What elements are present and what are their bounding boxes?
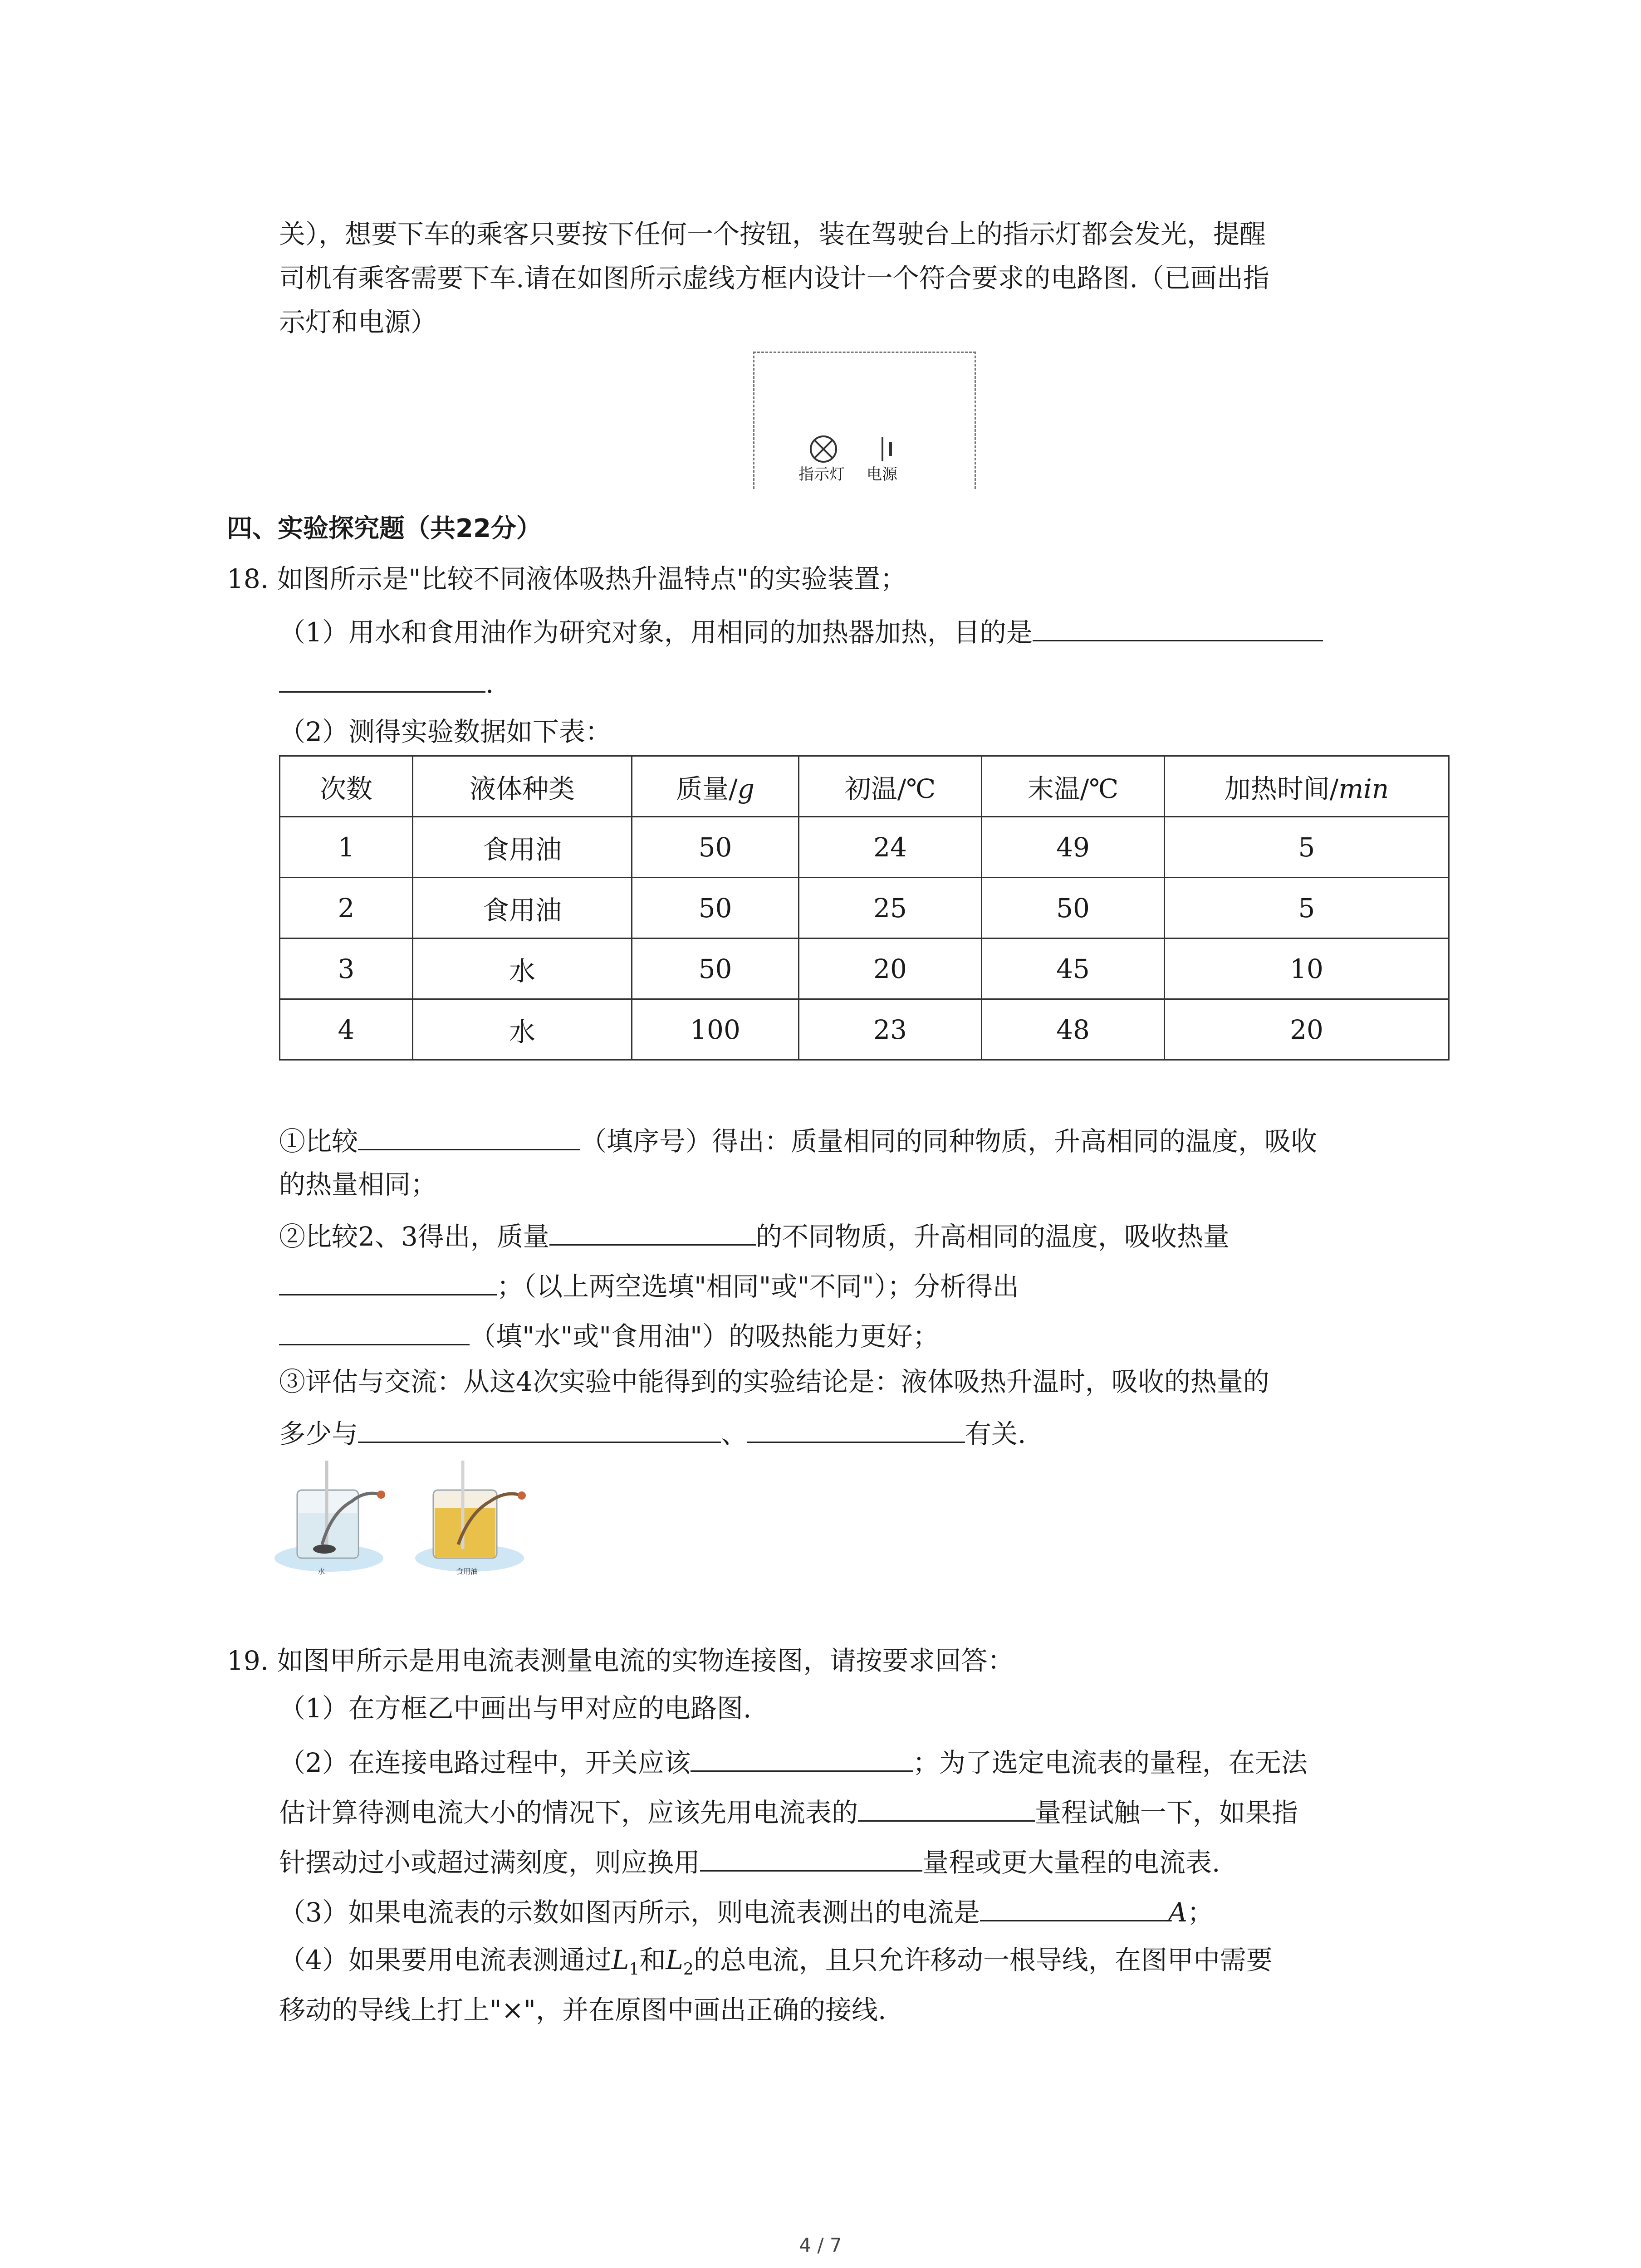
q18-stem: 18. 如图所示是"比较不同液体吸热升温特点"的实验装置； [227,563,907,594]
q19-unit-ampere: A [1168,1897,1187,1928]
q19-blank-switch[interactable] [691,1744,913,1772]
q19-part4-cont: 移动的导线上打上"×"，并在原图中画出正确的接线. [279,1994,887,2025]
q17-line-1: 关），想要下车的乘客只要按下任何一个按钮，装在驾驶台上的指示灯都会发光，提醒 [279,219,1266,249]
q19-l1: L [611,1945,629,1975]
cell: 45 [982,938,1165,999]
header-count: 次数 [280,756,413,817]
cell: 2 [280,878,413,938]
q18-blank-sequence[interactable] [358,1123,580,1150]
q18-sub2-c: ；（以上两空选填"相同"或"不同"）；分析得出 [497,1271,1019,1302]
q18-blank-purpose-cont[interactable] [279,665,485,693]
q18-sub2 [279,1218,1230,1253]
circuit-design-box [753,352,976,489]
header-final-temp: 末温/℃ [982,756,1165,817]
q18-part1 [279,614,1323,649]
q18-part1-cont [279,665,494,700]
cell: 23 [799,999,982,1060]
cell: 食用油 [413,817,632,878]
experiment-data-table [279,755,1450,1061]
water-caption: 水 [318,1567,325,1576]
q19-blank-range2[interactable] [700,1844,922,1872]
cell: 50 [632,938,799,999]
q18-sub2-b: 的不同物质，升高相同的温度，吸收热量 [755,1221,1230,1252]
q19-part4-a: （4）如果要用电流表测通过 [279,1945,612,1975]
q19-part2 [279,1744,1308,1779]
cell: 25 [799,878,982,938]
q18-sub3-c: 、 [721,1418,748,1449]
section-title: 四、实验探究题（共22分） [227,514,542,543]
page-number: 4 / 7 [799,2234,842,2256]
q18-blank-factor1[interactable] [358,1415,721,1443]
q18-sub3-d: 有关. [965,1418,1026,1449]
q19-part4-b: 和 [639,1945,666,1975]
q19-part2-f: 量程或更大量程的电流表. [922,1847,1220,1878]
q19-l1-sub: 1 [629,1960,640,1979]
cell: 24 [799,817,982,878]
cell: 水 [413,938,632,999]
q19-part2-cont [279,1794,1298,1829]
q18-sub3-b: 多少与 [279,1418,358,1449]
cell: 20 [1165,999,1449,1060]
battery-symbol-icon [878,433,896,465]
table-row [280,878,1449,938]
cell: 4 [280,999,413,1060]
q18-sub2-cont [279,1268,1019,1303]
q17-line-2: 司机有乘客需要下车.请在如图所示虚线方框内设计一个符合要求的电路图.（已画出指 [279,263,1269,293]
q19-stem: 19. 如图甲所示是用电流表测量电流的实物连接图，请按要求回答： [227,1645,1014,1676]
q18-sub2-d: （填"水"或"食用油"）的吸热能力更好； [470,1321,939,1352]
q19-part2-cont2 [279,1844,1220,1879]
q18-blank-mass[interactable] [549,1218,756,1246]
header-heat-time: 加热时间/min [1165,756,1449,817]
q18-sub2-a: ②比较2、3得出，质量 [279,1221,549,1252]
cell: 5 [1165,878,1449,938]
cell: 50 [632,878,799,938]
cell: 水 [413,999,632,1060]
cell: 5 [1165,817,1449,878]
q19-part4-c: 的总电流，且只允许移动一根导线，在图甲中需要 [693,1945,1273,1975]
q19-l2-sub: 2 [683,1960,694,1979]
q18-blank-substance[interactable] [279,1318,470,1345]
q18-part2: （2）测得实验数据如下表： [279,716,612,747]
q19-part4 [279,1944,1273,1986]
q19-part2-d: 量程试触一下，如果指 [1035,1797,1298,1828]
q18-sub1-a: ①比较 [279,1126,358,1157]
cell: 100 [632,999,799,1060]
header-liquid: 液体种类 [413,756,632,817]
q18-part1-end: . [485,668,494,699]
q19-part3 [279,1894,1214,1929]
power-source-label: 电源 [867,465,897,484]
cell: 49 [982,817,1165,878]
q19-part2-b: ；为了选定电流表的量程，在无法 [912,1747,1308,1778]
q19-part3-c: ； [1187,1897,1214,1928]
table-header-row [280,756,1449,817]
cell: 50 [982,878,1165,938]
table-row [280,999,1449,1060]
q18-sub1-cont: 的热量相同； [279,1169,437,1200]
q18-sub1-b: （填序号）得出：质量相同的同种物质，升高相同的温度，吸收 [580,1126,1318,1157]
q17-line-3: 示灯和电源） [279,307,437,337]
oil-caption: 食用油 [456,1567,478,1576]
cell: 50 [632,817,799,878]
table-row [280,817,1449,878]
oil-beaker-image [411,1458,533,1576]
cell: 10 [1165,938,1449,999]
q18-blank-factor2[interactable] [747,1415,965,1443]
cell: 食用油 [413,878,632,938]
table-row [280,938,1449,999]
lamp-label: 指示灯 [798,465,845,484]
header-init-temp: 初温/℃ [799,756,982,817]
q19-part2-e: 针摆动过小或超过满刻度，则应换用 [279,1847,700,1878]
q19-part1: （1）在方框乙中画出与甲对应的电路图. [279,1693,752,1724]
q19-l2: L [666,1945,683,1975]
q18-sub1 [279,1123,1317,1158]
q19-blank-range[interactable] [858,1794,1035,1822]
cell: 3 [280,938,413,999]
q18-part1-text: （1）用水和食用油作为研究对象，用相同的加热器加热，目的是 [279,617,1033,648]
cell: 20 [799,938,982,999]
q19-blank-current[interactable] [980,1894,1168,1921]
q19-part2-a: （2）在连接电路过程中，开关应该 [279,1747,691,1778]
q18-sub2-cont2 [279,1318,939,1353]
q18-blank-heat[interactable] [279,1268,497,1295]
q18-blank-purpose[interactable] [1033,614,1323,641]
header-mass: 质量/g [632,756,799,817]
q19-part3-a: （3）如果电流表的示数如图丙所示，则电流表测出的电流是 [279,1897,980,1928]
q18-sub3-cont [279,1415,1026,1450]
cell: 1 [280,817,413,878]
q18-sub3: ③评估与交流：从这4次实验中能得到的实验结论是：液体吸热升温时，吸收的热量的 [279,1366,1269,1397]
q19-part2-c: 估计算待测电流大小的情况下，应该先用电流表的 [279,1797,858,1828]
cell: 48 [982,999,1165,1060]
lamp-symbol-icon [808,433,839,465]
water-beaker-image [272,1458,392,1576]
